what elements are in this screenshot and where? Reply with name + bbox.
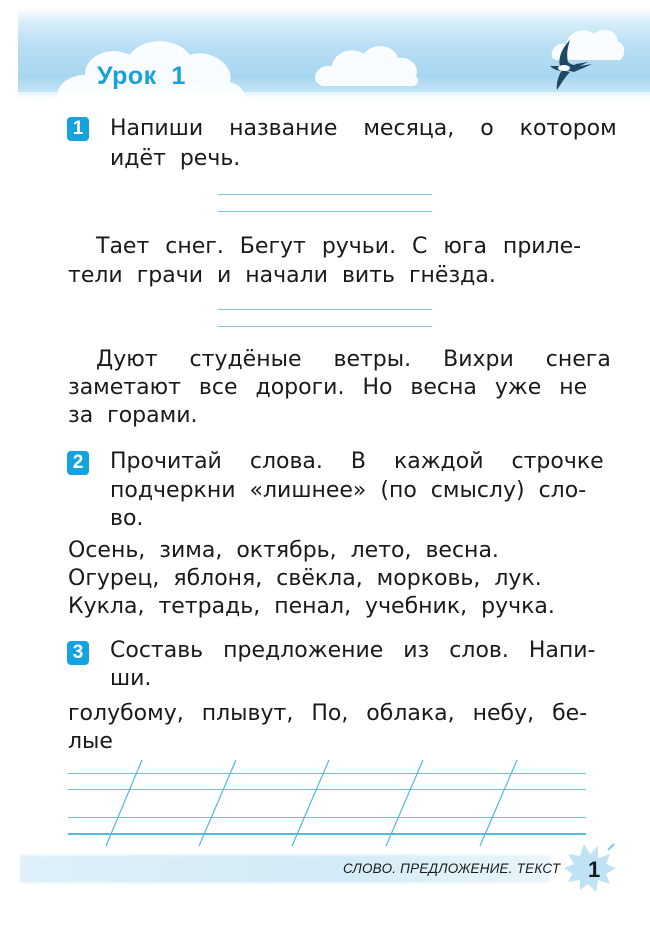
bird-swallow-icon [540,36,600,92]
answer-field[interactable] [218,309,432,310]
passage-line: Тает снег. Бегут ручьи. С юга приле- [96,234,582,259]
cloud-icon [312,36,422,88]
answer-field[interactable] [218,194,432,195]
ruled-line [68,773,586,774]
word-row[interactable]: Кукла, тетрадь, пенал, учебник, ручка. [68,594,555,619]
task-instruction: подчеркни «лишнее» (по смыслу) сло- [110,478,587,503]
task-instruction: Составь предложение из слов. Напи- [110,638,596,663]
task-instruction: во. [110,506,144,531]
task-number-badge: 1 [67,117,89,141]
passage-line: тели грачи и начали вить гнёзда. [68,263,496,288]
ruled-line [68,789,586,790]
word-row[interactable]: Огурец, яблоня, свёкла, морковь, лук. [68,566,542,591]
answer-field[interactable] [218,211,432,212]
task-instruction [110,114,617,144]
task-number-badge: 2 [67,451,89,475]
section-title: СЛОВО. ПРЕДЛОЖЕНИЕ. ТЕКСТ [343,861,561,876]
instruction-line: Напиши название месяца, о котором [110,116,617,141]
task-instruction: Прочитай слова. В каждой строчке [110,449,604,474]
task-instruction: ши. [110,666,152,691]
page-number: 1 [588,857,601,882]
passage-line: Дуют студёные ветры. Вихри снега [96,347,611,372]
passage-line: заметают все дороги. Но весна уже не [68,375,588,400]
word-line: лые [68,729,113,754]
passage-line: за горами. [68,403,198,428]
task-instruction: идёт речь. [110,146,241,171]
task-number-badge: 3 [67,641,89,665]
word-row[interactable]: Осень, зима, октябрь, лето, весна. [68,538,499,563]
ruled-line [68,833,586,835]
lesson-title: Урок 1 [97,62,186,90]
answer-field[interactable] [218,326,432,327]
word-line: голубому, плывут, По, облака, небу, бе- [68,701,588,726]
ruled-line [68,817,586,818]
